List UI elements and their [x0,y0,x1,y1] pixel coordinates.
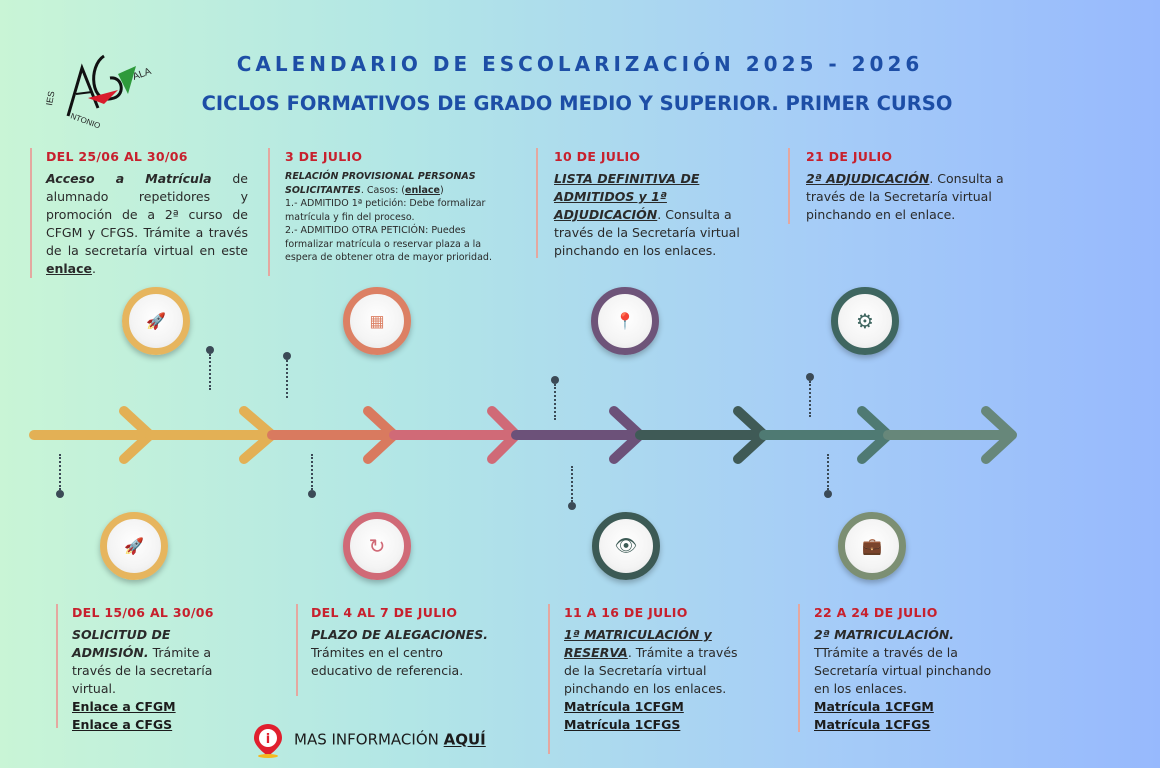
timeline-arrow [516,411,640,459]
enlace-cfgm-link[interactable]: Enlace a CFGM [72,699,176,714]
milestone-circle [122,287,190,355]
connector-line [286,360,288,398]
milestone-circle [343,512,411,580]
card-divider [548,604,550,754]
connector-dot [206,346,214,354]
enlace-link[interactable]: enlace [46,261,92,276]
card-date: 21 DE JULIO [806,149,893,164]
milestone-circle [100,512,168,580]
briefcase-icon: 💼 [862,536,882,556]
card-text: . Consulta a través de la Secretaría virtual pinchando en los enlaces. [554,207,740,258]
card-lead[interactable]: 1ª MATRICULACIÓN y RESERVA [564,627,712,660]
svg-text:i: i [265,732,271,747]
more-info[interactable] [250,722,486,758]
card-lead[interactable]: 2ª ADJUDICACIÓN [806,171,930,186]
milestone-circle [591,287,659,355]
case-2: 2.- ADMITIDO OTRA PETICIÓN: Puedes formalizar matrícula o reservar plaza a la espera de obtener otra de mayor prioridad. [285,225,492,263]
card-date: 22 A 24 DE JULIO [814,605,938,620]
rocket-icon: 🚀 [124,536,144,556]
matricula-cfgm-link[interactable]: Matrícula 1CFGM [814,699,934,714]
card-date: DEL 25/06 AL 30/06 [46,149,188,164]
timeline-arrow [640,411,764,459]
timeline-arrows [0,395,1024,475]
card-text-end: ) [439,184,444,196]
page-subtitle: CICLOS FORMATIVOS DE GRADO MEDIO Y SUPERIOR. PRIMER CURSO [201,92,953,115]
timeline-arrow [394,411,516,459]
page-title: CALENDARIO DE ESCOLARIZACIÓN 2025 - 2026 [236,52,924,76]
card-top-4 [806,148,1016,224]
connector-line [209,354,211,390]
timeline-arrow [272,411,394,459]
card-text: . Trámite a través de la Secretaría virtual pinchando en los enlaces. [564,645,738,696]
aqui-link[interactable]: AQUÍ [443,730,486,749]
card-text: . Consulta a través de la Secretaría virtual pinchando en el enlace. [806,171,1004,222]
card-divider [30,148,32,278]
card-text: Trámite a través de la secretaría virtual. [72,645,213,696]
milestone-circle [343,287,411,355]
card-lead: Acceso a Matrícula [46,171,212,186]
connector-dot [551,376,559,384]
card-top-2 [285,148,510,265]
connector-dot [308,490,316,498]
timeline-arrow [150,411,272,459]
card-lead: PLAZO DE ALEGACIONES. [311,627,489,642]
card-text: TTrámite a través de la Secretaría virtual pinchando en los enlaces. [814,645,992,696]
card-divider [56,604,58,728]
matricula-cfgs-link[interactable]: Matrícula 1CFGS [814,717,931,732]
school-logo [44,46,160,131]
card-bottom-3 [564,604,739,734]
card-date: 3 DE JULIO [285,149,363,164]
matricula-cfgs-link[interactable]: Matrícula 1CFGS [564,717,681,732]
calendar-icon: ▦ [369,311,385,331]
milestone-circle [592,512,660,580]
card-bottom-1 [72,604,247,734]
milestone-circle [838,512,906,580]
milestone-circle [831,287,899,355]
case-1: 1.- ADMITIDO 1ª petición: Debe formalizar matrícula y fin del proceso. [285,198,486,223]
connector-dot [568,502,576,510]
card-lead[interactable]: LISTA DEFINITIVA DE ADMITIDOS y 1ª ADJUDICACIÓN [554,171,700,222]
timeline-arrow [34,411,150,459]
refresh-icon: ↻ [368,534,386,558]
card-bottom-4 [814,604,994,734]
svg-text:ALA: ALA [131,66,153,83]
connector-dot [283,352,291,360]
connector-dot [824,490,832,498]
connector-dot [56,490,64,498]
matricula-cfgm-link[interactable]: Matrícula 1CFGM [564,699,684,714]
card-date: DEL 15/06 AL 30/06 [72,605,214,620]
more-info-text: MAS INFORMACIÓN [294,730,444,749]
location-pin-icon: 📍 [615,311,635,331]
card-divider [788,148,790,224]
enlace-cfgs-link[interactable]: Enlace a CFGS [72,717,173,732]
svg-text:NTONIO: NTONIO [69,111,102,131]
rocket-icon: 🚀 [146,311,166,331]
card-text: . Casos: ( [360,184,406,196]
card-divider [536,148,538,258]
card-divider [296,604,298,696]
enlace-link[interactable]: enlace [405,184,440,196]
card-top-1 [46,148,248,278]
eye-icon: 👁 [614,535,638,557]
card-divider [798,604,800,732]
card-lead: RELACIÓN PROVISIONAL PERSONAS SOLICITANTES [285,171,476,196]
gear-icon: ⚙ [856,309,874,333]
card-text: de alumnado repetidores y promoción de a 2ª curso de CFGM y CFGS. Trámite a través de la secretaría virtual en este [46,171,248,258]
card-date: 10 DE JULIO [554,149,641,164]
card-bottom-2 [311,604,491,680]
card-top-3 [554,148,754,260]
card-date: 11 A 16 DE JULIO [564,605,688,620]
card-lead: SOLICITUD DE ADMISIÓN. [72,627,171,660]
svg-text:IES: IES [44,90,57,107]
card-lead: 2ª MATRICULACIÓN. [814,627,955,642]
timeline-arrow [888,411,1012,459]
connector-dot [806,373,814,381]
card-date: DEL 4 AL 7 DE JULIO [311,605,458,620]
card-text: Trámites en el centro educativo de referencia. [311,645,464,678]
info-pin-icon [250,722,286,758]
card-text-end: . [91,261,96,276]
card-divider [268,148,270,276]
timeline-arrow [764,411,888,459]
